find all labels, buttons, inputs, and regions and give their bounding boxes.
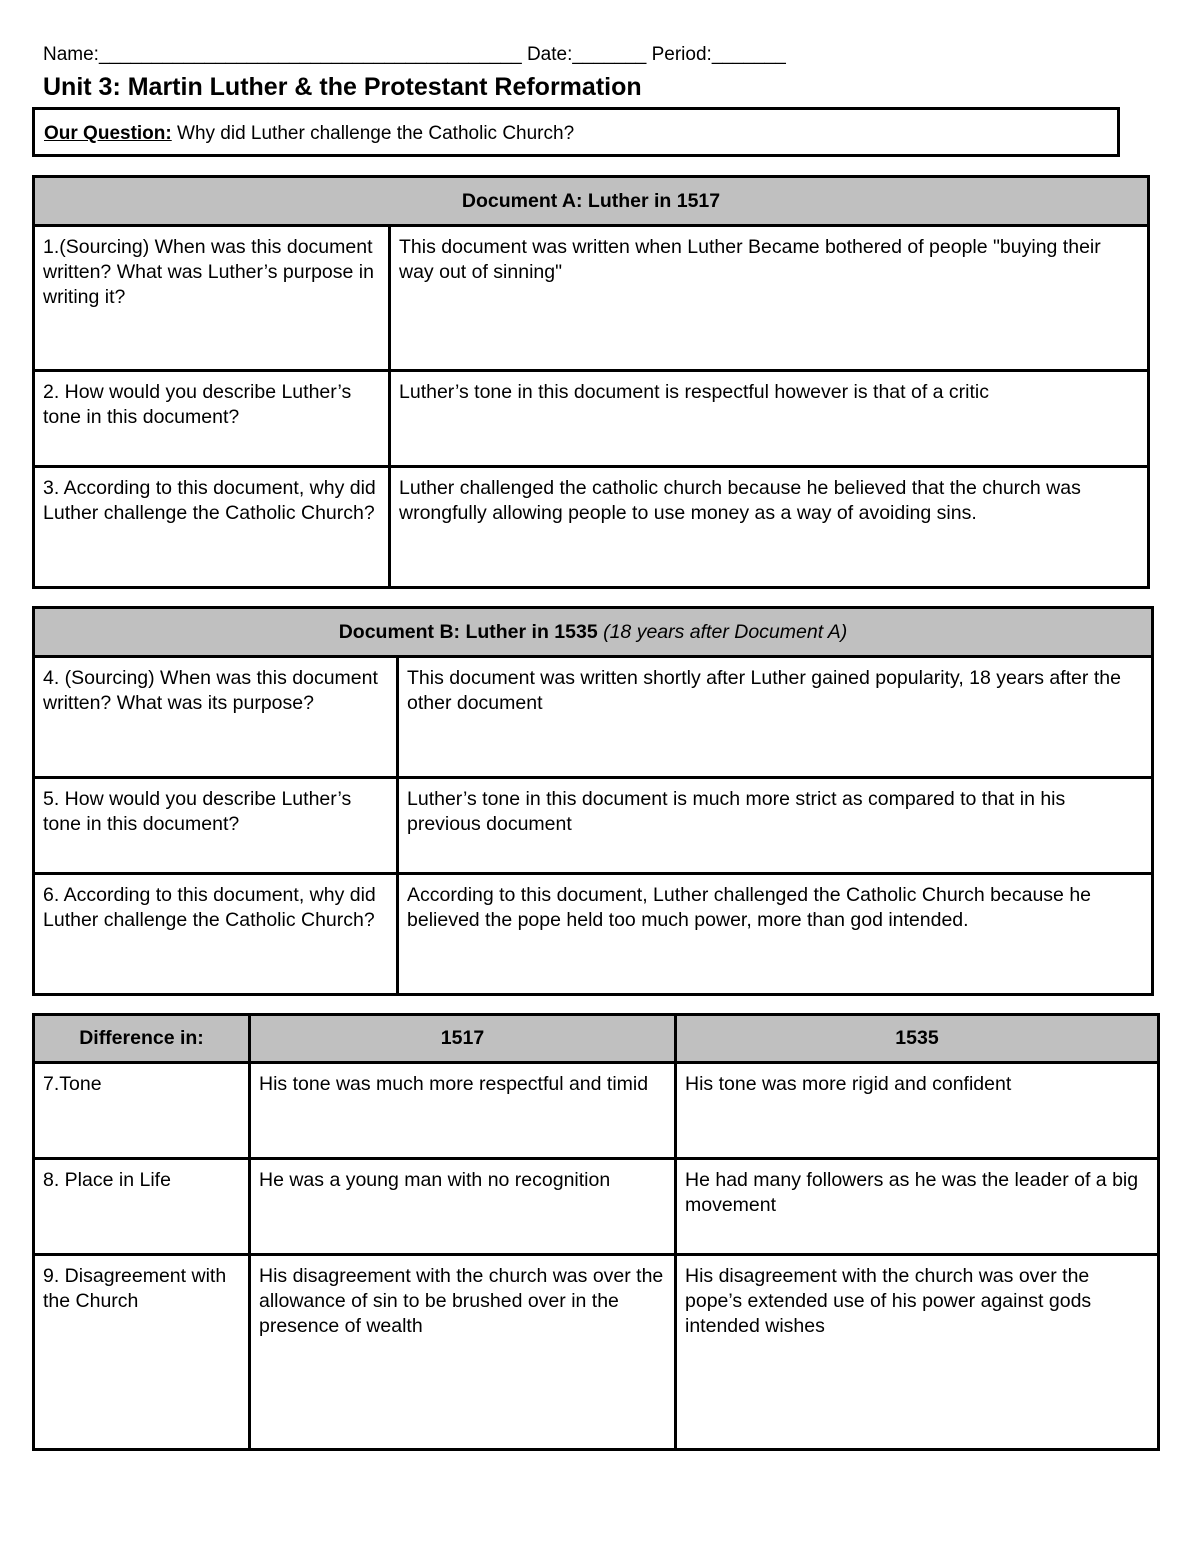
student-info-line — [43, 43, 1143, 67]
document-b-heading-note: (18 years after Document A) — [603, 620, 848, 643]
comparison-table — [32, 1013, 1160, 1451]
page-title: Unit 3: Martin Luther & the Protestant Reformation — [43, 73, 642, 101]
table-row — [34, 874, 1153, 995]
question-5-prompt: 5. How would you describe Luther’s tone in this document? — [34, 778, 398, 874]
table-row — [34, 657, 1153, 778]
document-b-table — [32, 606, 1154, 996]
row-7-label: 7.Tone — [34, 1063, 250, 1159]
row-8-label: 8. Place in Life — [34, 1159, 250, 1255]
question-1-answer[interactable]: This document was written when Luther Became bothered of people "buying their way out of sinning" — [390, 226, 1149, 371]
document-b-heading-title: Document B: Luther in 1535 — [338, 620, 598, 643]
question-5-answer[interactable]: Luther’s tone in this document is much more strict as compared to that in his previous document — [398, 778, 1153, 874]
document-a-heading: Document A: Luther in 1517 — [34, 177, 1149, 226]
question-6-prompt: 6. According to this document, why did Luther challenge the Catholic Church? — [34, 874, 398, 995]
document-b-heading — [34, 608, 1153, 657]
row-7-1535[interactable]: His tone was more rigid and confident — [676, 1063, 1159, 1159]
table-row — [34, 467, 1149, 588]
question-6-answer[interactable]: According to this document, Luther challenged the Catholic Church because he believed the pope held too much power, more than god intended. — [398, 874, 1153, 995]
document-a-table — [32, 175, 1150, 589]
table-row — [34, 1255, 1159, 1450]
row-8-1535[interactable]: He had many followers as he was the leader of a big movement — [676, 1159, 1159, 1255]
question-4-prompt: 4. (Sourcing) When was this document written? What was its purpose? — [34, 657, 398, 778]
question-2-answer[interactable]: Luther’s tone in this document is respectful however is that of a critic — [390, 371, 1149, 467]
date-label: Date: — [526, 44, 573, 65]
header-1535: 1535 — [676, 1015, 1159, 1063]
question-4-answer[interactable]: This document was written shortly after Luther gained popularity, 18 years after the other document — [398, 657, 1153, 778]
period-label: Period: — [651, 44, 712, 65]
name-label: Name: — [43, 44, 99, 65]
table-row — [34, 1063, 1159, 1159]
question-3-prompt: 3. According to this document, why did Luther challenge the Catholic Church? — [34, 467, 390, 588]
row-9-1535[interactable]: His disagreement with the church was over the pope’s extended use of his power against gods intended wishes — [676, 1255, 1159, 1450]
table-row — [34, 1159, 1159, 1255]
question-label: Our Question: — [44, 123, 172, 144]
table-row — [34, 226, 1149, 371]
period-blank[interactable]: _______ — [711, 44, 786, 65]
table-row — [34, 778, 1153, 874]
row-8-1517[interactable]: He was a young man with no recognition — [250, 1159, 676, 1255]
header-1517: 1517 — [250, 1015, 676, 1063]
question-1-prompt: 1.(Sourcing) When was this document written? What was Luther’s purpose in writing it? — [34, 226, 390, 371]
name-blank[interactable]: ________________________________________ — [98, 44, 522, 65]
question-2-prompt: 2. How would you describe Luther’s tone in this document? — [34, 371, 390, 467]
question-3-answer[interactable]: Luther challenged the catholic church because he believed that the church was wrongfully allowing people to use money as a way of avoiding sins. — [390, 467, 1149, 588]
header-difference-in: Difference in: — [34, 1015, 250, 1063]
question-box — [32, 107, 1120, 157]
table-row — [34, 371, 1149, 467]
question-text: Why did Luther challenge the Catholic Church? — [177, 123, 575, 144]
row-9-1517[interactable]: His disagreement with the church was over the allowance of sin to be brushed over in the presence of wealth — [250, 1255, 676, 1450]
row-9-label: 9. Disagreement with the Church — [34, 1255, 250, 1450]
row-7-1517[interactable]: His tone was much more respectful and timid — [250, 1063, 676, 1159]
date-blank[interactable]: _______ — [572, 44, 647, 65]
